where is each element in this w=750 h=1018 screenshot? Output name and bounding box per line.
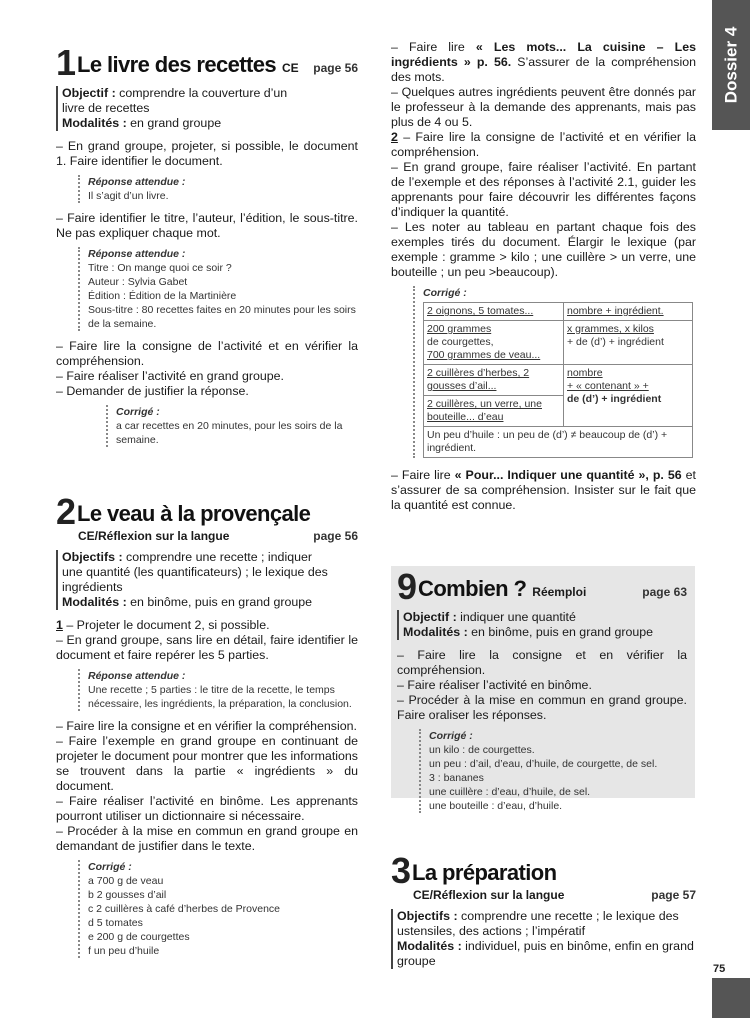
instruction: – En grand groupe, sans lire en détail, faire identifier le document et faire repérer les 5 parties.	[56, 633, 358, 662]
instruction: – Faire lire la consigne et en vérifier la compréhension.	[397, 648, 687, 677]
correction-line: a 700 g de veau	[88, 875, 164, 887]
answer-label: Réponse attendue :	[88, 176, 186, 188]
answer-text: Il s’agit d’un livre.	[88, 190, 169, 202]
correction-box	[419, 729, 687, 813]
right-column	[391, 40, 696, 513]
correction-label: Corrigé :	[116, 406, 160, 418]
correction-label: Corrigé :	[88, 861, 132, 873]
instruction: – Faire lire la consigne de l’activité et en vérifier la compréhension.	[56, 339, 358, 368]
section-3-header	[391, 850, 696, 891]
table-cell: + « contenant » +	[567, 380, 649, 392]
correction-line: un peu : d’ail, d’eau, d’huile, de courgette, de sel.	[429, 758, 658, 770]
section-page: page 57	[651, 888, 696, 902]
step-number: 2	[391, 130, 398, 144]
dossier-tab	[712, 0, 750, 130]
section-page: page 56	[313, 61, 358, 75]
correction-label: Corrigé :	[423, 287, 467, 299]
modalities-text: individuel, puis en binôme, enfin en grand groupe	[397, 939, 694, 968]
modalities-label: Modalités :	[62, 595, 127, 609]
correction-line: f un peu d’huile	[88, 945, 160, 957]
objective-label: Objectifs :	[397, 909, 458, 923]
objective-label: Objectif :	[403, 610, 457, 624]
bottom-tab	[712, 978, 750, 1018]
section-9-header	[397, 566, 687, 607]
answer-line: Titre : On mange quoi ce soir ?	[88, 262, 232, 274]
objective-box	[397, 610, 687, 640]
correction-line: un kilo : de courgettes.	[429, 744, 535, 756]
quantity-table	[423, 302, 693, 458]
instruction: et s’assurer de sa compréhension. Insister sur le fait que la quantité est connue.	[391, 468, 696, 512]
section-tag: Réemploi	[532, 585, 587, 599]
answer-box	[78, 669, 358, 711]
instruction: – Faire réaliser l’activité en binôme. Les apprenants pourront utiliser un dictionnaire si nécessaire.	[56, 794, 358, 823]
correction-line: b 2 gousses d’ail	[88, 889, 167, 901]
modalities-label: Modalités :	[403, 625, 468, 639]
reference: « Les mots... La cuisine – Les ingrédients » p. 56.	[391, 40, 696, 69]
section-number: 1	[56, 42, 74, 83]
instruction: – Procéder à la mise en commun en grand groupe. Faire oraliser les réponses.	[397, 693, 687, 722]
instruction: – Quelques autres ingrédients peuvent être donnés par le professeur à la demande des apprenants, mais pas plus de 4 ou 5.	[391, 85, 696, 129]
answer-line: Sous-titre : 80 recettes faites en 20 minutes pour les soirs de la semaine.	[88, 304, 356, 330]
section-title: Le veau à la provençale	[77, 501, 311, 526]
table-cell: x grammes, x kilos	[567, 323, 654, 335]
left-column	[56, 42, 358, 966]
objective-text: indiquer une quantité	[456, 610, 576, 624]
section-page: page 56	[313, 529, 358, 543]
correction-line: une cuillère : d’eau, d’huile, de sel.	[429, 786, 591, 798]
instruction: – Projeter le document 2, si possible.	[62, 618, 270, 632]
table-cell: 2 cuillères d’herbes, 2 gousses d’ail...	[427, 367, 530, 392]
modalities-text: en binôme, puis en grand groupe	[467, 625, 654, 639]
section-title: Le livre des recettes	[77, 52, 276, 77]
section-number: 9	[397, 566, 415, 607]
section-9-box	[391, 566, 695, 812]
table-cell: de (d’) + ingrédient	[567, 393, 662, 405]
page-number: 75	[713, 963, 726, 975]
section-subtitle-line	[391, 888, 696, 903]
instruction: – Faire identifier le titre, l’auteur, l’édition, le sous-titre. Ne pas expliquer chaque mot.	[56, 211, 358, 240]
instruction: – En grand groupe, projeter, si possible, le document 1. Faire identifier le document.	[56, 139, 358, 168]
correction-box	[106, 405, 358, 447]
section-3	[391, 850, 696, 977]
instruction: S’assurer de la compréhension des mots.	[391, 55, 696, 84]
section-subtitle: CE/Réflexion sur la langue	[413, 888, 565, 902]
objective-box	[56, 550, 336, 610]
step-number: 1	[56, 618, 63, 632]
answer-label: Réponse attendue :	[88, 670, 186, 682]
correction-line: une bouteille : d’eau, d’huile.	[429, 800, 563, 812]
instruction: – En grand groupe, faire réaliser l’activité. En partant de l’exemple et des réponses à l’activité 2.1, guider les apprenants pour faire découvrir les différentes façons d’indiquer la quantité.	[391, 160, 696, 219]
section-title: Combien ?	[418, 576, 527, 601]
section-page: page 63	[642, 585, 687, 599]
instruction: – Faire réaliser l’activité en binôme.	[397, 678, 592, 692]
reference: « Pour... Indiquer une quantité », p. 56	[454, 468, 682, 482]
objective-box	[56, 86, 306, 131]
table-cell: 200 grammes	[427, 323, 492, 335]
table-cell: + de (d’) + ingrédient	[567, 336, 664, 348]
section-number: 3	[391, 850, 409, 891]
table-cell: 2 cuillères, un verre, une bouteille... d’eau	[427, 398, 542, 423]
table-cell: nombre + ingrédient.	[567, 305, 664, 317]
answer-line: Édition : Édition de la Martinière	[88, 290, 237, 302]
instruction: – Faire lire	[391, 40, 476, 54]
correction-label: Corrigé :	[429, 730, 473, 742]
section-subtitle-line	[56, 529, 358, 544]
correction-box	[78, 860, 358, 958]
section-tag: CE	[282, 61, 299, 75]
section-number: 2	[56, 491, 74, 532]
objective-text: comprendre une recette ; le lexique des ustensiles, des actions ; l’impératif	[397, 909, 679, 938]
correction-line: 3 : bananes	[429, 772, 484, 784]
modalities-text: en binôme, puis en grand groupe	[126, 595, 313, 609]
instruction: – Faire l’exemple en grand groupe en continuant de projeter le document pour montrer que les informations se trouvent dans la partie « ingrédients » du document.	[56, 734, 358, 793]
answer-label: Réponse attendue :	[88, 248, 186, 260]
modalities-text: en grand groupe	[126, 116, 222, 130]
table-cell: Un peu d’huile : un peu de (d’) ≠ beaucoup de (d’) + ingrédient.	[427, 429, 668, 454]
correction-line: d 5 tomates	[88, 917, 143, 929]
answer-text: Une recette ; 5 parties : le titre de la recette, le temps nécessaire, les ingrédients, la préparation, la conclusion.	[88, 684, 352, 710]
instruction: – Faire réaliser l’activité en grand groupe.	[56, 369, 284, 383]
answer-line: Auteur : Sylvia Gabet	[88, 276, 188, 288]
table-cell: nombre	[567, 367, 603, 379]
correction-line: c 2 cuillères à café d’herbes de Provence	[88, 903, 281, 915]
dossier-tab-label: Dossier 4	[721, 26, 741, 104]
objective-text: comprendre une recette ; indiquer une quantité (les quantificateurs) ; le lexique des ingrédients	[62, 550, 328, 594]
section-2-header	[56, 491, 358, 532]
correction-line: e 200 g de courgettes	[88, 931, 190, 943]
section-1-header	[56, 42, 358, 83]
instruction: – Faire lire	[391, 468, 455, 482]
answer-box	[78, 175, 358, 203]
objective-label: Objectifs :	[62, 550, 123, 564]
modalities-label: Modalités :	[62, 116, 127, 130]
table-cell: 700 grammes de veau...	[427, 349, 541, 361]
section-subtitle: CE/Réflexion sur la langue	[78, 529, 230, 543]
instruction: – Faire lire la consigne de l’activité et en vérifier la compréhension.	[391, 130, 696, 159]
answer-box	[78, 247, 358, 331]
table-cell: 2 oignons, 5 tomates...	[427, 305, 534, 317]
section-title: La préparation	[412, 860, 557, 885]
objective-label: Objectif :	[62, 86, 116, 100]
instruction: – Procéder à la mise en commun en grand groupe en demandant de justifier dans le texte.	[56, 824, 358, 853]
correction-text: a car recettes en 20 minutes, pour les soirs de la semaine.	[116, 420, 343, 446]
modalities-label: Modalités :	[397, 939, 462, 953]
instruction: – Faire lire la consigne et en vérifier la compréhension.	[56, 719, 357, 733]
table-cell: de courgettes,	[427, 336, 494, 348]
instruction: – Les noter au tableau en partant chaque fois des exemples tirés du document. Élargir le lexique (par exemple : gramme > kilo ; une cuillère > un verre, une bouteille ; un peu >beaucoup).	[391, 220, 696, 279]
instruction: – Demander de justifier la réponse.	[56, 384, 249, 398]
correction-box	[413, 286, 696, 458]
objective-box	[391, 909, 696, 969]
objective-text: comprendre la couverture d’un livre de recettes	[62, 86, 288, 115]
